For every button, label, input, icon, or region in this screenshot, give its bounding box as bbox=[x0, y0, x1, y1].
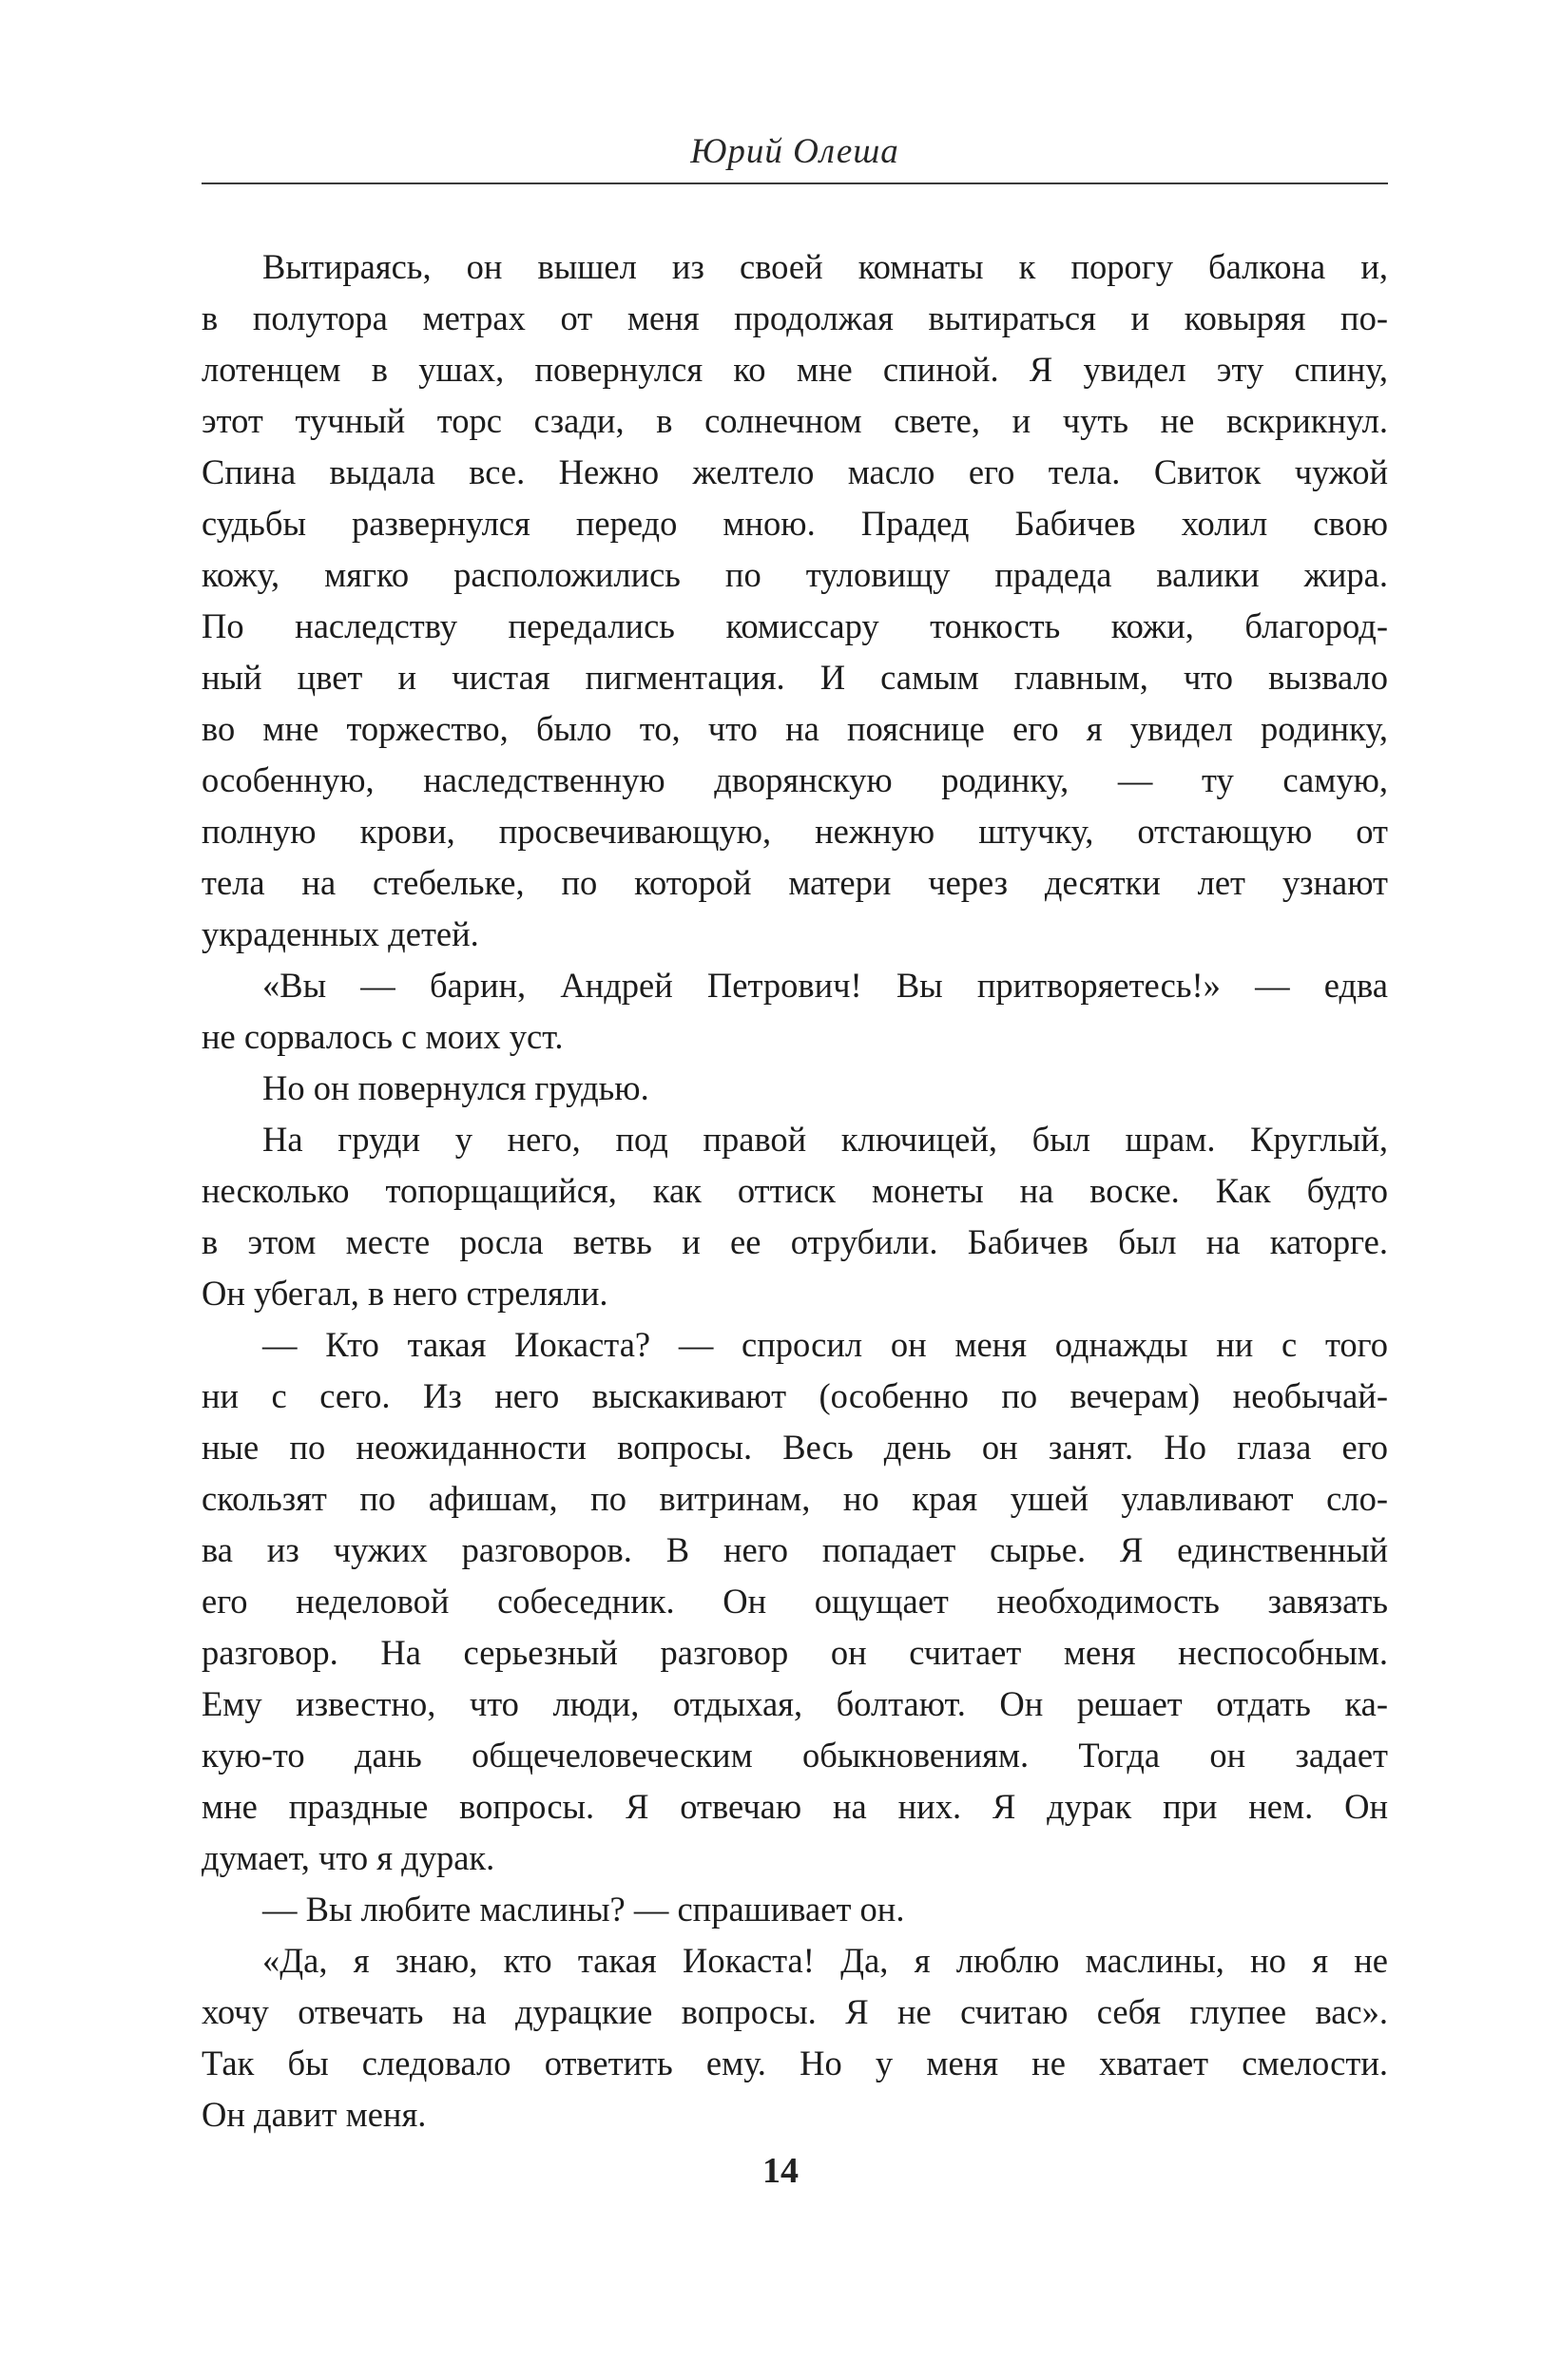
text-line: скользят по афишам, по витринам, но края ушей улавливают сло- bbox=[202, 1479, 1388, 1518]
text-line: «Вы — барин, Андрей Петрович! Вы притворяетесь!» — едва bbox=[262, 966, 1388, 1005]
text-line: лотенцем в ушах, повернулся ко мне спиной. Я увидел эту спину, bbox=[202, 350, 1388, 389]
text-line: несколько топорщащийся, как оттиск монеты на воске. Как будто bbox=[202, 1171, 1388, 1210]
text-line: кую-то дань общечеловеческим обыкновениям. Тогда он задает bbox=[202, 1736, 1388, 1775]
text-line: полную крови, просвечивающую, нежную штучку, отстающую от bbox=[202, 812, 1388, 851]
text-line: этот тучный торс сзади, в солнечном свете, и чуть не вскрикнул. bbox=[202, 401, 1388, 440]
header-author-name: Юрий Олеша bbox=[690, 132, 899, 171]
text-line: — Кто такая Иокаста? — спросил он меня однажды ни с того bbox=[262, 1325, 1388, 1364]
running-header bbox=[202, 122, 1388, 184]
text-line: Ему известно, что люди, отдыхая, болтают. Он решает отдать ка- bbox=[202, 1684, 1388, 1723]
text-line: Так бы следовало ответить ему. Но у меня не хватает смелости. bbox=[202, 2044, 1388, 2082]
text-line: На груди у него, под правой ключицей, был шрам. Круглый, bbox=[262, 1120, 1388, 1159]
text-line: Он убегал, в него стреляли. bbox=[202, 1274, 608, 1313]
text-line: в полутора метрах от меня продолжая вытираться и ковыряя по- bbox=[202, 298, 1388, 337]
text-line: в этом месте росла ветвь и ее отрубили. Бабичев был на каторге. bbox=[202, 1222, 1388, 1261]
text-line: ва из чужих разговоров. В него попадает сырье. Я единственный bbox=[202, 1530, 1388, 1569]
text-line: его неделовой собеседник. Он ощущает необходимость завязать bbox=[202, 1582, 1388, 1621]
text-line: особенную, наследственную дворянскую родинку, — ту самую, bbox=[202, 760, 1388, 799]
page-number: 14 bbox=[762, 2151, 799, 2191]
text-line: ный цвет и чистая пигментация. И самым главным, что вызвало bbox=[202, 658, 1388, 697]
text-line: не сорвалось с моих уст. bbox=[202, 1017, 564, 1056]
text-line: во мне торжество, было то, что на пояснице его я увидел родинку, bbox=[202, 709, 1388, 748]
text-line: Спина выдала все. Нежно желтело масло его тела. Свиток чужой bbox=[202, 452, 1388, 491]
text-line: Вытираясь, он вышел из своей комнаты к порогу балкона и, bbox=[262, 247, 1388, 286]
text-line: хочу отвечать на дурацкие вопросы. Я не считаю себя глупее вас». bbox=[202, 1992, 1388, 2031]
text-line: украденных детей. bbox=[202, 914, 479, 953]
body-text bbox=[202, 241, 1388, 2140]
text-line: ни с сего. Из него выскакивают (особенно по вечерам) необычай- bbox=[202, 1376, 1388, 1415]
text-line: — Вы любите маслины? — спрашивает он. bbox=[262, 1890, 905, 1929]
text-line: Но он повернулся грудью. bbox=[262, 1068, 649, 1107]
text-line: думает, что я дурак. bbox=[202, 1838, 495, 1877]
text-line: кожу, мягко расположились по туловищу прадеда валики жира. bbox=[202, 555, 1388, 594]
text-line: ные по неожиданности вопросы. Весь день он занят. Но глаза его bbox=[202, 1428, 1388, 1467]
text-line: По наследству передались комиссару тонкость кожи, благород- bbox=[202, 606, 1388, 645]
text-line: «Да, я знаю, кто такая Иокаста! Да, я люблю маслины, но я не bbox=[262, 1941, 1388, 1980]
text-line: судьбы развернулся передо мною. Прадед Бабичев холил свою bbox=[202, 504, 1388, 543]
text-line: мне праздные вопросы. Я отвечаю на них. Я дурак при нем. Он bbox=[202, 1787, 1388, 1826]
text-line: разговор. На серьезный разговор он считает меня неспособным. bbox=[202, 1633, 1388, 1672]
text-line: Он давит меня. bbox=[202, 2095, 427, 2134]
text-line: тела на стебельке, по которой матери через десятки лет узнают bbox=[202, 863, 1388, 902]
